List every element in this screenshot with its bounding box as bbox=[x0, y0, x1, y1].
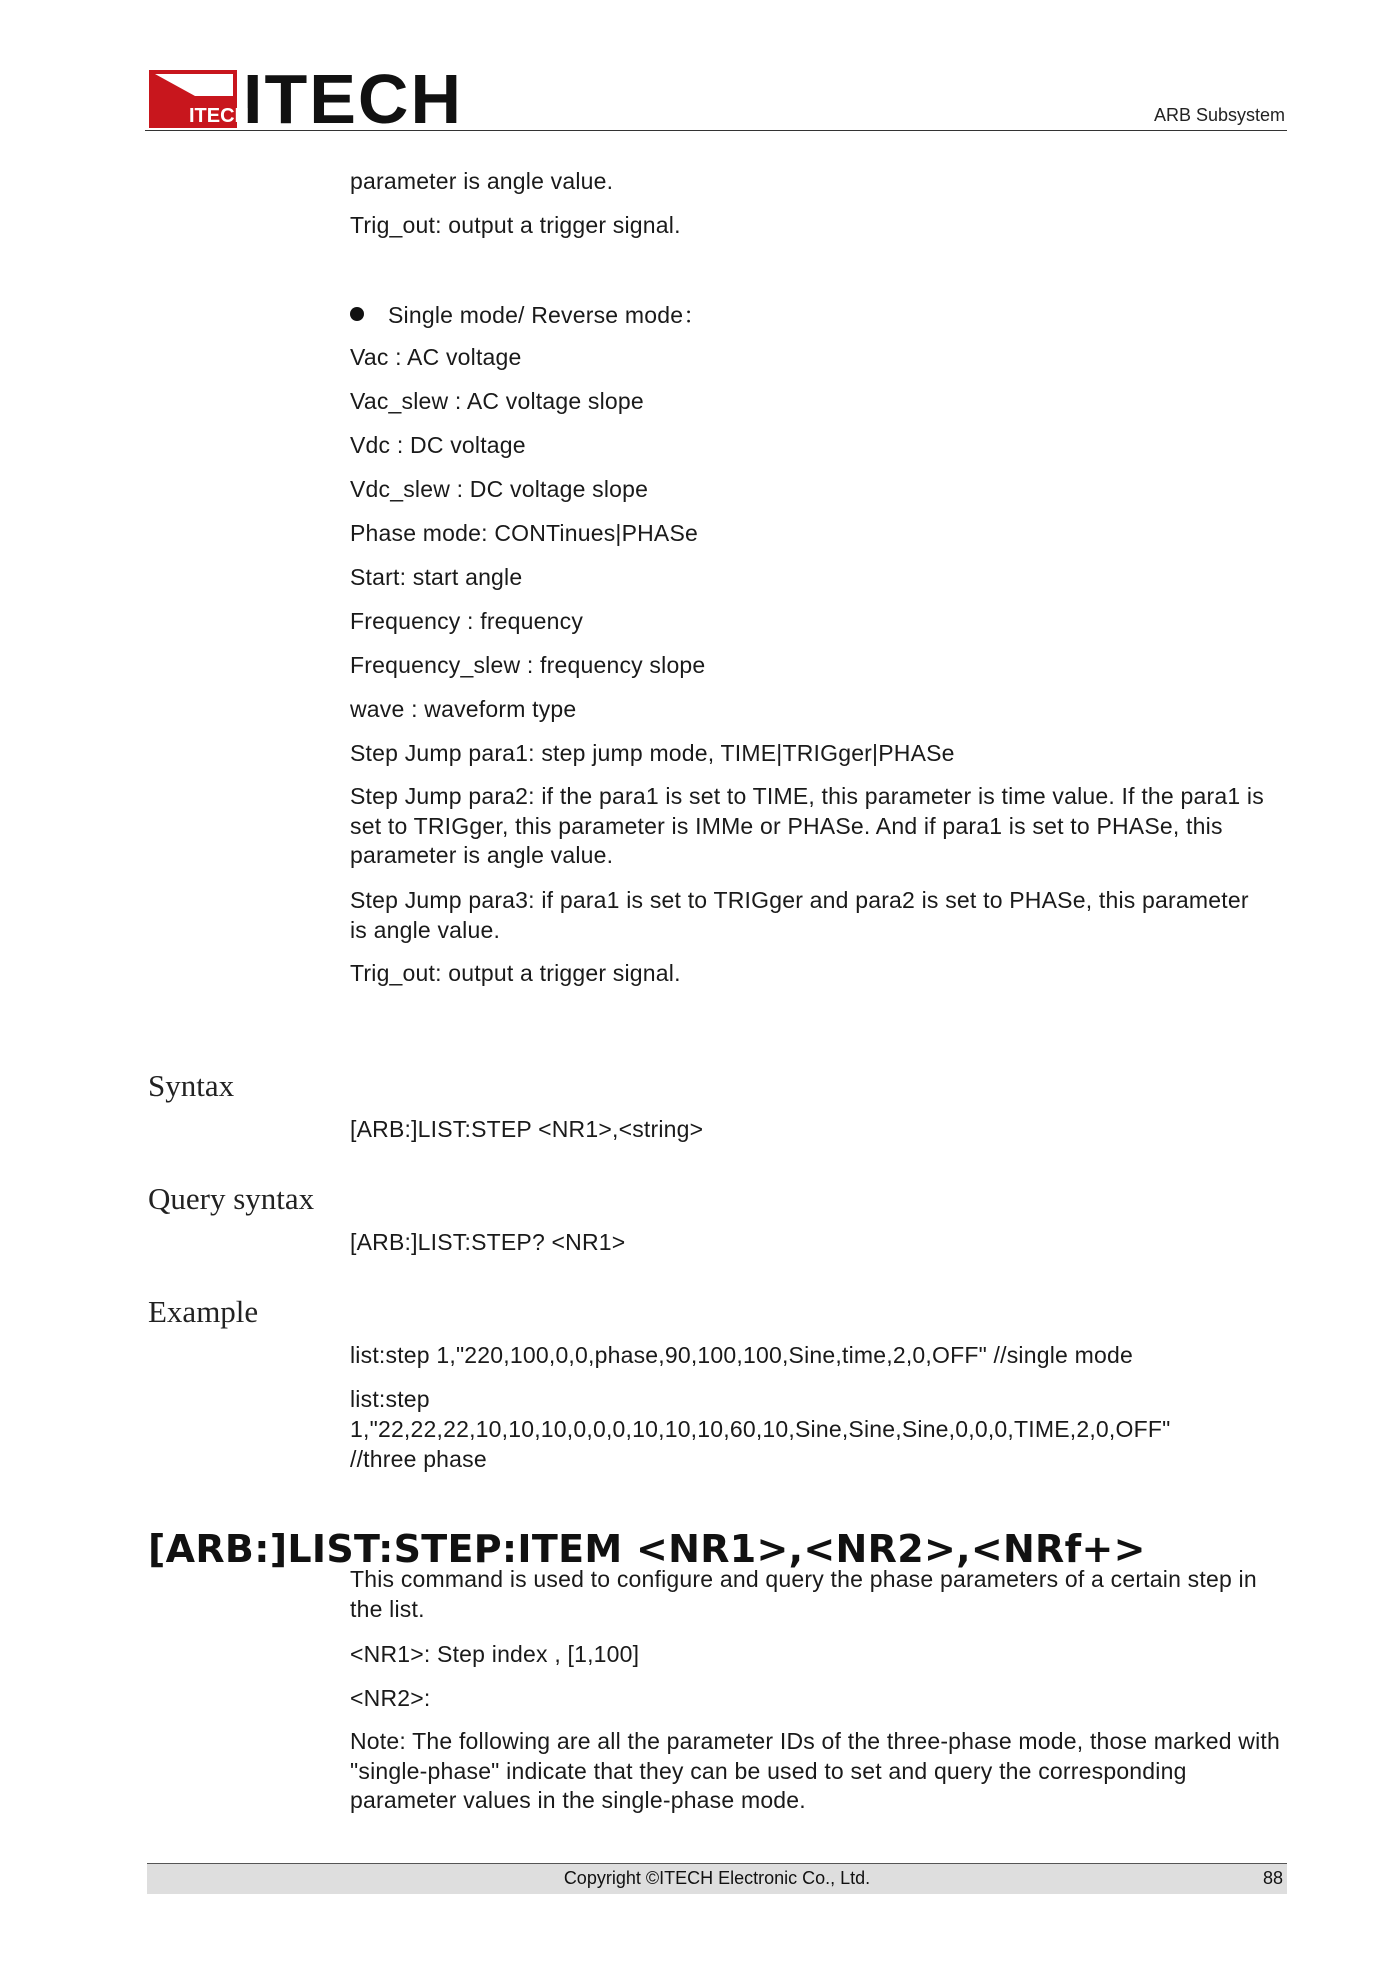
param-line: Start: start angle bbox=[350, 564, 523, 590]
example-line: //three phase bbox=[350, 1446, 487, 1472]
query-syntax-value: [ARB:]LIST:STEP? <NR1> bbox=[350, 1229, 626, 1255]
logo-mark-text: ITECH bbox=[189, 105, 249, 127]
param-paragraph: Step Jump para3: if para1 is set to TRIGger and para2 is set to PHASe, this parameter is angle value. bbox=[350, 887, 1249, 943]
page-number: 88 bbox=[1262, 1868, 1283, 1888]
param-line: wave : waveform type bbox=[350, 696, 577, 722]
nr1-description: <NR1>: Step index , [1,100] bbox=[350, 1641, 640, 1667]
example-line: list:step bbox=[350, 1386, 430, 1412]
param-line: Vac : AC voltage bbox=[350, 344, 522, 370]
command-description: This command is used to configure and query the phase parameters of a certain step in the list. bbox=[350, 1566, 1257, 1622]
text-line: parameter is angle value. bbox=[350, 168, 614, 194]
itech-logo bbox=[149, 60, 463, 138]
example-line: 1,"22,22,22,10,10,10,0,0,0,10,10,10,60,10,Sine,Sine,Sine,0,0,0,TIME,2,0,OFF" bbox=[350, 1416, 1171, 1442]
param-line: Frequency : frequency bbox=[350, 608, 584, 634]
param-line: Vdc : DC voltage bbox=[350, 432, 526, 458]
param-line: Phase mode: CONTinues|PHASe bbox=[350, 520, 699, 546]
itech-logo-mark bbox=[149, 70, 249, 128]
query-syntax-label: Query syntax bbox=[148, 1181, 315, 1216]
text-line: Trig_out: output a trigger signal. bbox=[350, 212, 681, 238]
logo-wordmark: ITECH bbox=[243, 60, 463, 138]
bullet-title: Single mode/ Reverse mode： bbox=[388, 302, 707, 328]
param-paragraph: Step Jump para2: if the para1 is set to TIME, this parameter is time value. If the para1 is set to TRIGger, this parameter is IMMe or PHASe. And if para1 is set to PHASe, this parameter is angle value. bbox=[350, 783, 1264, 868]
note-paragraph: Note: The following are all the parameter IDs of the three-phase mode, those marked with "single-phase" indicate that they can be used to set and query the corresponding parameter values in the single-phase mode. bbox=[350, 1728, 1280, 1813]
bullet-icon bbox=[350, 307, 364, 321]
param-line: Vac_slew : AC voltage slope bbox=[350, 388, 644, 414]
example-label: Example bbox=[148, 1294, 259, 1329]
param-line: Step Jump para1: step jump mode, TIME|TRIGger|PHASe bbox=[350, 740, 955, 766]
bullet-item bbox=[350, 300, 706, 330]
example-line: list:step 1,"220,100,0,0,phase,90,100,100,Sine,time,2,0,OFF" //single mode bbox=[350, 1342, 1133, 1368]
param-line: Vdc_slew : DC voltage slope bbox=[350, 476, 649, 502]
page-footer bbox=[147, 1863, 1287, 1894]
param-line: Frequency_slew : frequency slope bbox=[350, 652, 706, 678]
syntax-label: Syntax bbox=[148, 1068, 235, 1103]
page-header bbox=[145, 60, 1287, 138]
running-title: ARB Subsystem bbox=[1153, 105, 1285, 125]
command-heading: [ARB:]LIST:STEP:ITEM <NR1>,<NR2>,<NRf+> bbox=[148, 1527, 1146, 1571]
footer-copyright: Copyright ©ITECH Electronic Co., Ltd. bbox=[563, 1868, 871, 1888]
nr2-description: <NR2>: bbox=[350, 1685, 431, 1711]
syntax-value: [ARB:]LIST:STEP <NR1>,<string> bbox=[350, 1116, 704, 1142]
text-line: Trig_out: output a trigger signal. bbox=[350, 960, 681, 986]
